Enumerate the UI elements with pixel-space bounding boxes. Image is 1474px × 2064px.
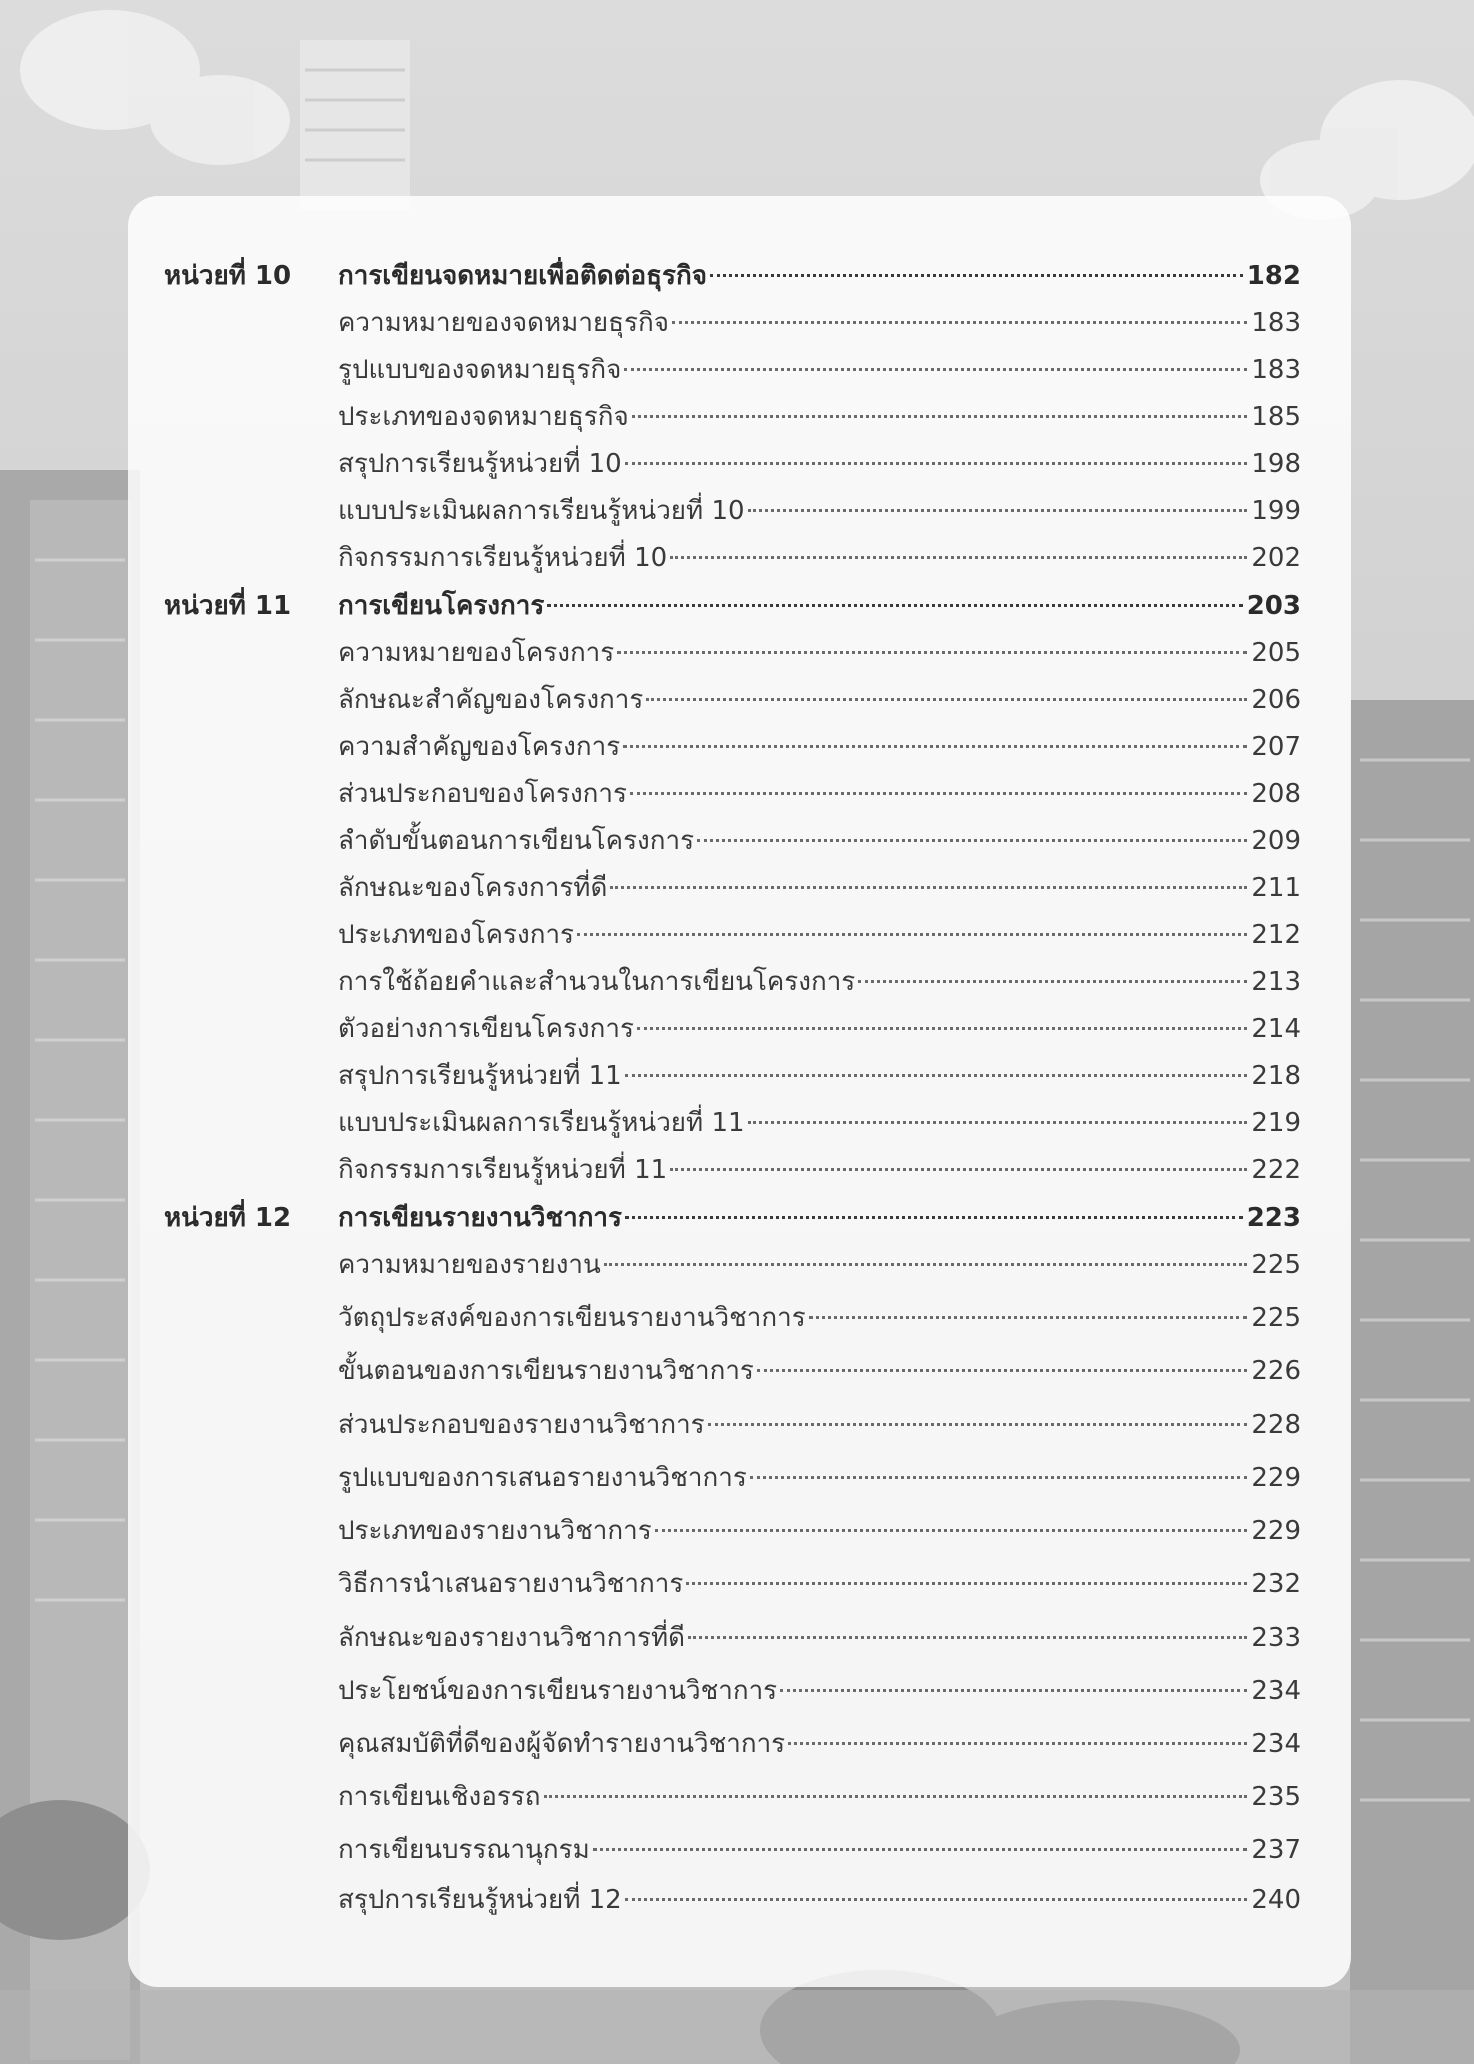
dot-leader bbox=[604, 1263, 1248, 1266]
toc-entry[interactable] bbox=[338, 1510, 1301, 1551]
toc-entry[interactable] bbox=[338, 1457, 1301, 1498]
unit-title: การเขียนโครงการ bbox=[338, 591, 545, 621]
dot-leader bbox=[748, 509, 1248, 512]
toc-entry-title: ขั้นตอนของการเขียนรายงานวิชาการ bbox=[338, 1356, 754, 1386]
page-number: 185 bbox=[1251, 402, 1301, 432]
dot-leader bbox=[672, 321, 1247, 324]
page-number: 203 bbox=[1246, 591, 1301, 621]
dot-leader bbox=[624, 368, 1247, 371]
dot-leader bbox=[708, 1423, 1248, 1426]
page-number: 212 bbox=[1251, 920, 1301, 950]
page-number: 233 bbox=[1251, 1623, 1301, 1653]
unit-title: การเขียนจดหมายเพื่อติดต่อธุรกิจ bbox=[338, 261, 707, 291]
dot-leader bbox=[686, 1582, 1247, 1585]
toc-entry[interactable] bbox=[338, 867, 1301, 908]
dot-leader bbox=[780, 1689, 1247, 1692]
dot-leader bbox=[646, 698, 1247, 701]
page-number: 211 bbox=[1251, 873, 1301, 903]
toc-entry[interactable] bbox=[338, 396, 1301, 437]
unit-label: หน่วยที่ 11 bbox=[164, 591, 292, 621]
dot-leader bbox=[697, 839, 1247, 842]
dot-leader bbox=[625, 1216, 1243, 1219]
toc-entry[interactable] bbox=[338, 490, 1301, 531]
toc-entry[interactable] bbox=[338, 1879, 1301, 1920]
toc-entry[interactable] bbox=[338, 632, 1301, 673]
dot-leader bbox=[710, 274, 1243, 277]
dot-leader bbox=[544, 1795, 1248, 1798]
page-number: 222 bbox=[1251, 1155, 1301, 1185]
page-number: 237 bbox=[1251, 1835, 1301, 1865]
dot-leader bbox=[688, 1636, 1247, 1639]
dot-leader bbox=[670, 1168, 1247, 1171]
page-number: 182 bbox=[1246, 261, 1301, 291]
page-number: 209 bbox=[1251, 826, 1301, 856]
toc-entry-title: วิธีการนำเสนอรายงานวิชาการ bbox=[338, 1569, 684, 1599]
dot-leader bbox=[757, 1369, 1247, 1372]
page-number: 229 bbox=[1251, 1516, 1301, 1546]
page-number: 202 bbox=[1251, 543, 1301, 573]
toc-entry[interactable] bbox=[338, 1723, 1301, 1764]
toc-entry[interactable] bbox=[338, 349, 1301, 390]
toc-entry-title: ลักษณะของรายงานวิชาการที่ดี bbox=[338, 1623, 686, 1653]
dot-leader bbox=[610, 886, 1247, 889]
toc-entry[interactable] bbox=[338, 1102, 1301, 1143]
dot-leader bbox=[625, 1074, 1248, 1077]
unit-title-entry[interactable] bbox=[338, 1197, 1301, 1238]
toc-entry-title: สรุปการเรียนรู้หน่วยที่ 12 bbox=[338, 1885, 622, 1915]
dot-leader bbox=[547, 604, 1242, 607]
toc-entry-title: การเขียนบรรณานุกรม bbox=[338, 1835, 590, 1865]
toc-panel bbox=[128, 196, 1351, 1987]
dot-leader bbox=[623, 745, 1247, 748]
page-number: 234 bbox=[1251, 1676, 1301, 1706]
page-number: 228 bbox=[1251, 1410, 1301, 1440]
toc-entry[interactable] bbox=[338, 1670, 1301, 1711]
unit-title-entry[interactable] bbox=[338, 585, 1301, 626]
toc-entry-title: ส่วนประกอบของโครงการ bbox=[338, 779, 627, 809]
page-number: 229 bbox=[1251, 1463, 1301, 1493]
unit-label: หน่วยที่ 10 bbox=[164, 261, 292, 291]
page-number: 218 bbox=[1251, 1061, 1301, 1091]
toc-entry-title: แบบประเมินผลการเรียนรู้หน่วยที่ 10 bbox=[338, 496, 745, 526]
page-number: 225 bbox=[1251, 1250, 1301, 1280]
toc-entry[interactable] bbox=[338, 1297, 1301, 1338]
toc-entry[interactable] bbox=[338, 1244, 1301, 1285]
toc-entry[interactable] bbox=[338, 1617, 1301, 1658]
dot-leader bbox=[632, 415, 1248, 418]
page-number: 183 bbox=[1251, 308, 1301, 338]
toc-entry[interactable] bbox=[338, 443, 1301, 484]
toc-entry[interactable] bbox=[338, 679, 1301, 720]
dot-leader bbox=[788, 1742, 1247, 1745]
toc-entry-title: รูปแบบของจดหมายธุรกิจ bbox=[338, 355, 622, 385]
page-number: 207 bbox=[1251, 732, 1301, 762]
page-number: 208 bbox=[1251, 779, 1301, 809]
toc-entry[interactable] bbox=[338, 1149, 1301, 1190]
toc-entry-title: ประเภทของจดหมายธุรกิจ bbox=[338, 402, 629, 432]
toc-entry[interactable] bbox=[338, 1776, 1301, 1817]
toc-entry-title: การเขียนเชิงอรรถ bbox=[338, 1782, 541, 1812]
page-number: 235 bbox=[1251, 1782, 1301, 1812]
toc-entry-title: ส่วนประกอบของรายงานวิชาการ bbox=[338, 1410, 705, 1440]
unit-title: การเขียนรายงานวิชาการ bbox=[338, 1203, 622, 1233]
unit-title-entry[interactable] bbox=[338, 255, 1301, 296]
dot-leader bbox=[625, 462, 1248, 465]
toc-entry-title: ประเภทของโครงการ bbox=[338, 920, 575, 950]
dot-leader bbox=[858, 980, 1247, 983]
dot-leader bbox=[617, 651, 1247, 654]
dot-leader bbox=[637, 1027, 1247, 1030]
toc-entry-title: ลักษณะสำคัญของโครงการ bbox=[338, 685, 644, 715]
toc-entry[interactable] bbox=[338, 914, 1301, 955]
toc-entry-title: ความหมายของจดหมายธุรกิจ bbox=[338, 308, 669, 338]
toc-entry-title: ประเภทของรายงานวิชาการ bbox=[338, 1516, 652, 1546]
toc-entry-title: กิจกรรมการเรียนรู้หน่วยที่ 10 bbox=[338, 543, 668, 573]
page-number: 213 bbox=[1251, 967, 1301, 997]
toc-entry-title: ลำดับขั้นตอนการเขียนโครงการ bbox=[338, 826, 695, 856]
dot-leader bbox=[593, 1848, 1248, 1851]
toc-entry[interactable] bbox=[338, 961, 1301, 1002]
toc-entry[interactable] bbox=[338, 1008, 1301, 1049]
page-number: 232 bbox=[1251, 1569, 1301, 1599]
page-number: 206 bbox=[1251, 685, 1301, 715]
toc-entry[interactable] bbox=[338, 1055, 1301, 1096]
toc-entry-title: รูปแบบของการเสนอรายงานวิชาการ bbox=[338, 1463, 747, 1493]
toc-entry[interactable] bbox=[338, 1404, 1301, 1445]
dot-leader bbox=[625, 1898, 1248, 1901]
dot-leader bbox=[670, 556, 1247, 559]
page-number: 234 bbox=[1251, 1729, 1301, 1759]
toc-entry-title: ลักษณะของโครงการที่ดี bbox=[338, 873, 608, 903]
toc-entry-title: แบบประเมินผลการเรียนรู้หน่วยที่ 11 bbox=[338, 1108, 745, 1138]
toc-entry[interactable] bbox=[338, 302, 1301, 343]
toc-entry[interactable] bbox=[338, 820, 1301, 861]
dot-leader bbox=[750, 1476, 1248, 1479]
toc-entry[interactable] bbox=[338, 1350, 1301, 1391]
dot-leader bbox=[577, 933, 1247, 936]
unit-label: หน่วยที่ 12 bbox=[164, 1203, 292, 1233]
page-number: 199 bbox=[1251, 496, 1301, 526]
toc-entry-title: สรุปการเรียนรู้หน่วยที่ 11 bbox=[338, 1061, 622, 1091]
dot-leader bbox=[655, 1529, 1248, 1532]
toc-entry-title: ความหมายของรายงาน bbox=[338, 1250, 601, 1280]
toc-entry-title: คุณสมบัติที่ดีของผู้จัดทำรายงานวิชาการ bbox=[338, 1729, 786, 1759]
toc-entry-title: กิจกรรมการเรียนรู้หน่วยที่ 11 bbox=[338, 1155, 668, 1185]
toc-entry-title: วัตถุประสงค์ของการเขียนรายงานวิชาการ bbox=[338, 1303, 806, 1333]
toc-entry-title: สรุปการเรียนรู้หน่วยที่ 10 bbox=[338, 449, 622, 479]
toc-entry-title: ความหมายของโครงการ bbox=[338, 638, 615, 668]
toc-entry[interactable] bbox=[338, 726, 1301, 767]
page-number: 226 bbox=[1251, 1356, 1301, 1386]
toc-entry[interactable] bbox=[338, 1563, 1301, 1604]
page-number: 219 bbox=[1251, 1108, 1301, 1138]
page-number: 214 bbox=[1251, 1014, 1301, 1044]
page-number: 205 bbox=[1251, 638, 1301, 668]
toc-entry[interactable] bbox=[338, 773, 1301, 814]
toc-entry[interactable] bbox=[338, 537, 1301, 578]
toc-entry-title: ประโยชน์ของการเขียนรายงานวิชาการ bbox=[338, 1676, 778, 1706]
page-number: 225 bbox=[1251, 1303, 1301, 1333]
page-number: 198 bbox=[1251, 449, 1301, 479]
dot-leader bbox=[630, 792, 1247, 795]
toc-entry-title: การใช้ถ้อยคำและสำนวนในการเขียนโครงการ bbox=[338, 967, 856, 997]
toc-entry-title: ตัวอย่างการเขียนโครงการ bbox=[338, 1014, 634, 1044]
page-number: 223 bbox=[1246, 1203, 1301, 1233]
page-number: 183 bbox=[1251, 355, 1301, 385]
dot-leader bbox=[809, 1316, 1248, 1319]
dot-leader bbox=[748, 1121, 1248, 1124]
toc-entry[interactable] bbox=[338, 1829, 1301, 1870]
toc-entry-title: ความสำคัญของโครงการ bbox=[338, 732, 621, 762]
page-number: 240 bbox=[1251, 1885, 1301, 1915]
